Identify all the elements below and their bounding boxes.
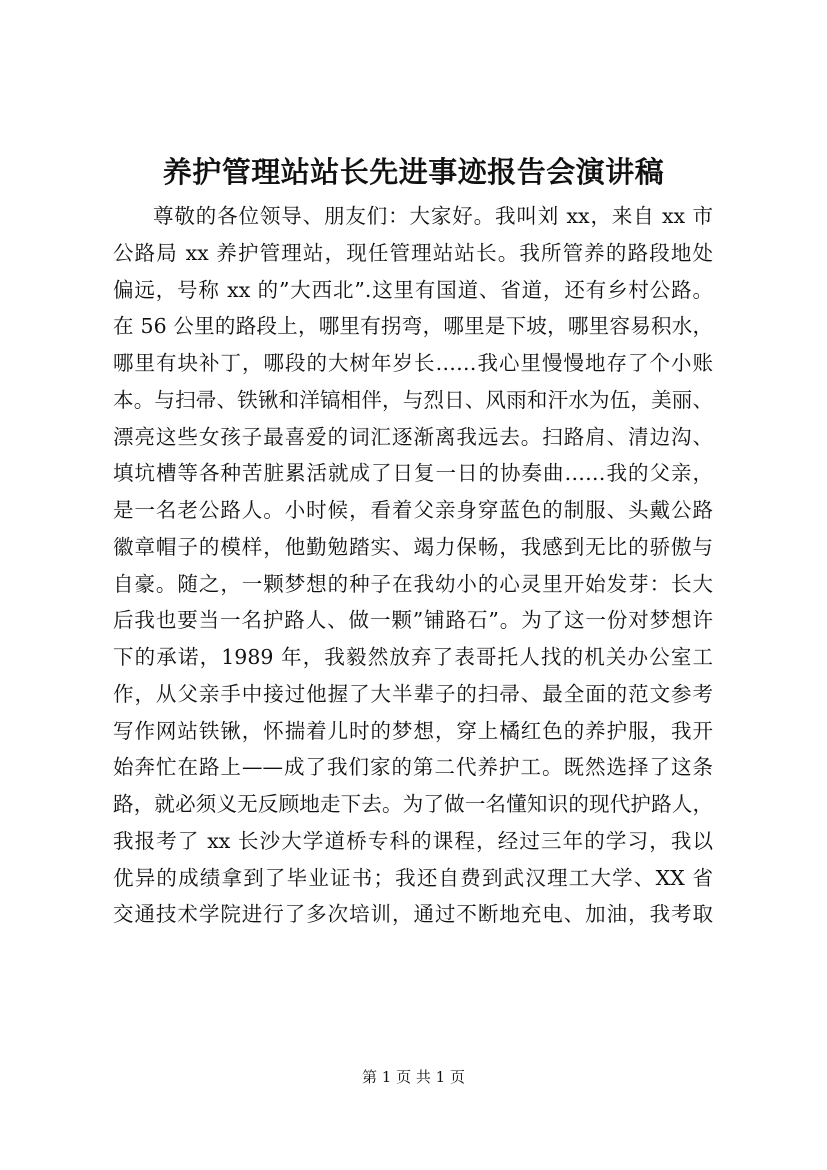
body-line: 作，从父亲手中接过他握了大半辈子的扫帚、最全面的范文参考 [113, 681, 713, 706]
body-line: 公路局 xx 养护管理站，现任管理站站长。我所管养的路段地处 [113, 240, 713, 265]
body-line: 在 56 公里的路段上，哪里有拐弯，哪里是下坡，哪里容易积水， [113, 314, 713, 339]
body-line: 后我也要当一名护路人、做一颗”铺路石”。为了这一份对梦想许 [113, 608, 713, 633]
body-line: 徽章帽子的模样，他勤勉踏实、竭力保畅，我感到无比的骄傲与 [113, 534, 713, 559]
body-line: 自豪。随之，一颗梦想的种子在我幼小的心灵里开始发芽：长大 [113, 571, 713, 596]
body-line: 偏远，号称 xx 的”大西北”.这里有国道、省道，还有乡村公路。 [113, 277, 713, 302]
body-line: 路，就必须义无反顾地走下去。为了做一名懂知识的现代护路人， [113, 792, 713, 816]
body-line: 是一名老公路人。小时候，看着父亲身穿蓝色的制服、头戴公路 [113, 498, 713, 522]
body-line: 交通技术学院进行了多次培训，通过不断地充电、加油，我考取 [113, 902, 713, 927]
body-line: 哪里有块补丁，哪段的大树年岁长……我心里慢慢地存了个小账 [113, 351, 713, 375]
body-line: 始奔忙在路上——成了我们家的第二代养护工。既然选择了这条 [113, 755, 713, 780]
body-line: 优异的成绩拿到了毕业证书；我还自费到武汉理工大学、XX 省 [113, 865, 713, 890]
page-number-footer: 第 1 页 共 1 页 [362, 1068, 465, 1086]
body-line: 我报考了 xx 长沙大学道桥专科的课程，经过三年的学习，我以 [113, 828, 713, 853]
body-line: 漂亮这些女孩子最喜爱的词汇逐渐离我远去。扫路肩、清边沟、 [113, 424, 713, 449]
document-title: 养护管理站站长先进事迹报告会演讲稿 [162, 155, 665, 189]
body-line: 填坑槽等各种苦脏累活就成了日复一日的协奏曲……我的父亲， [113, 461, 713, 486]
body-line: 尊敬的各位领导、朋友们：大家好。我叫刘 xx，来自 xx 市 [153, 204, 713, 228]
document-body [113, 198, 713, 933]
body-line: 写作网站铁锹，怀揣着儿时的梦想，穿上橘红色的养护服，我开 [113, 718, 713, 743]
body-line: 下的承诺，1989 年，我毅然放弃了表哥托人找的机关办公室工 [113, 645, 713, 669]
body-line: 本。与扫帚、铁锹和洋镐相伴，与烈日、风雨和汗水为伍，美丽、 [113, 387, 713, 412]
